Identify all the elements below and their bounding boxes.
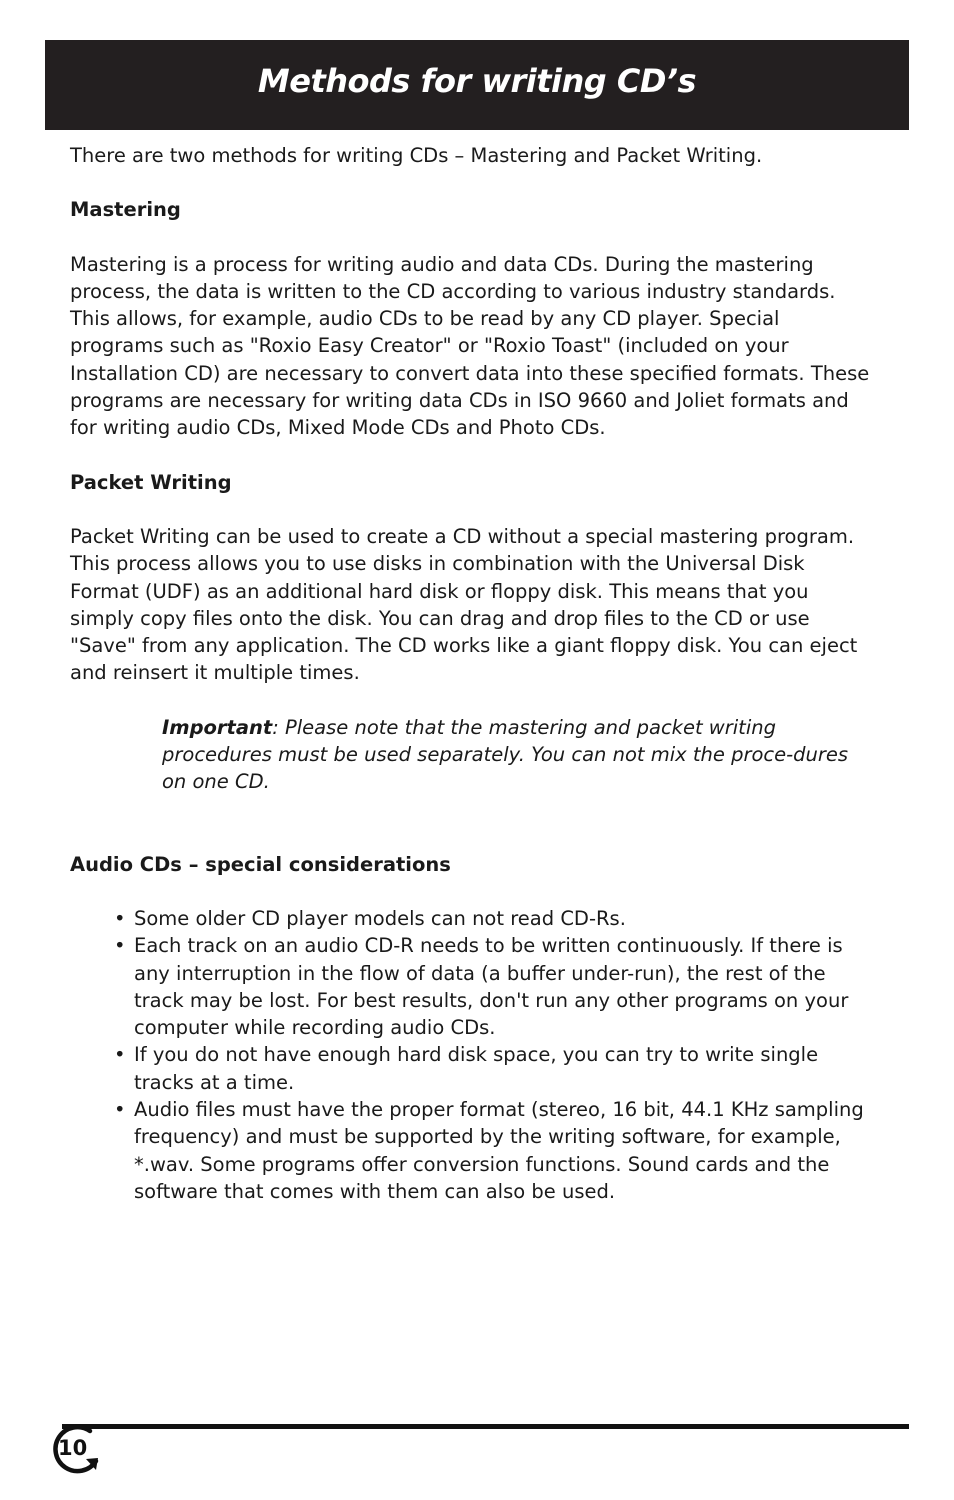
audio-cds-list (70, 905, 870, 1205)
page-title: Methods for writing CD’s (257, 62, 697, 100)
packet-writing-heading: Packet Writing (70, 470, 232, 494)
important-note (162, 714, 870, 796)
mastering-body: Mastering is a process for writing audio and data CDs. During the mastering process, the data is written to the CD according to various industry standards. This allows, for example, audio CDs to be read by any CD player. Special programs such as "Roxio Easy Creator" or "Roxio Toast" (included on your Installation CD) are necessary to convert data into these specified formats. These programs are necessary for writing data CDs in ISO 9660 and Joliet formats and for writing audio CDs, Mixed Mode CDs and Photo CDs. (70, 252, 870, 440)
list-item: • Audio files must have the proper format (stereo, 16 bit, 44.1 KHz sampling frequency) and must be supported by the writing software, for example, *.wav. Some programs offer conversion functions. Sound cards and the software that comes with them can also be used. (114, 1096, 870, 1205)
important-label: Important (162, 715, 273, 739)
list-item: • Some older CD player models can not read CD-Rs. (114, 905, 870, 932)
important-text: : Please note that the mastering and packet writing procedures must be used separately. You can not mix the proce-dures on one CD. (162, 715, 849, 794)
list-item: • If you do not have enough hard disk space, you can try to write single tracks at a time. (114, 1041, 870, 1096)
audio-cds-heading: Audio CDs – special considerations (70, 852, 451, 876)
footer-rule (62, 1424, 909, 1429)
main-content (70, 142, 870, 1205)
intro-text: There are two methods for writing CDs – Mastering and Packet Writing. (70, 144, 763, 167)
list-item: • Each track on an audio CD-R needs to be written continuously. If there is any interruption in the flow of data (a buffer under-run), the rest of the track may be lost. For best results, don't run any other programs on your computer while recording audio CDs. (114, 932, 870, 1041)
mastering-heading: Mastering (70, 198, 181, 222)
page-number: 10 (58, 1436, 88, 1460)
packet-writing-body: Packet Writing can be used to create a CD without a special mastering program. This process allows you to use disks in combination with the Universal Disk Format (UDF) as an additional hard disk or floppy disk. This means that you simply copy files onto the disk. You can drag and drop files to the CD or use "Save" from any application. The CD works like a giant floppy disk. You can eject and reinsert it multiple times. (70, 524, 858, 685)
header-bar (45, 40, 909, 130)
